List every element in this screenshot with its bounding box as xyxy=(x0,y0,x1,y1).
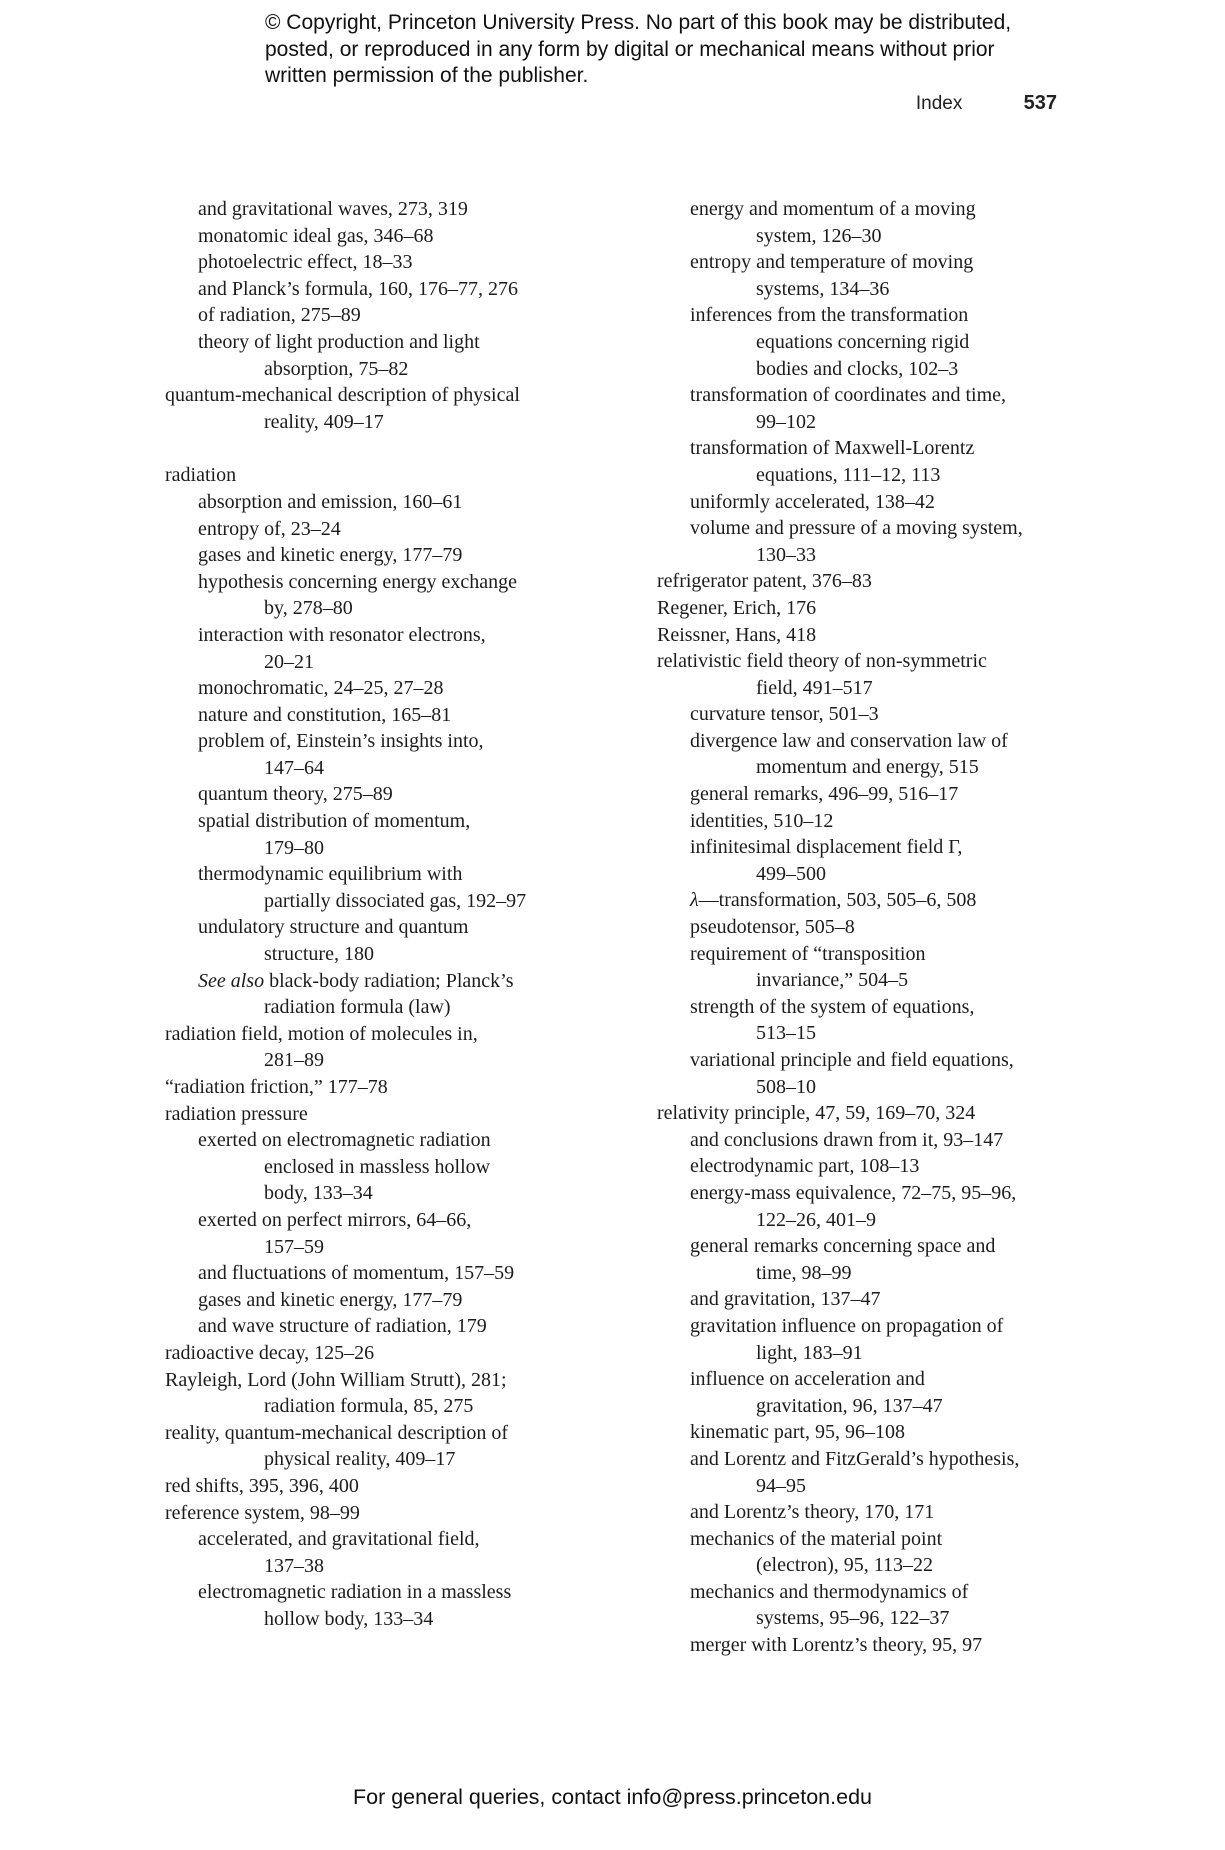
entry-line: electrodynamic part, 108–13 xyxy=(690,1155,920,1178)
entry-line: inferences from the transformation xyxy=(690,304,969,327)
entry-continuation: gravitation, 96, 137–47 xyxy=(756,1394,943,1417)
entry-continuation: radiation formula (law) xyxy=(264,996,451,1019)
index-subentry xyxy=(657,1499,1077,1526)
entry-line: transformation of Maxwell-Lorentz xyxy=(690,437,975,460)
entry-line: radiation xyxy=(165,464,237,487)
index-subentry xyxy=(657,1579,1077,1632)
index-subentry xyxy=(165,329,575,382)
index-subentry xyxy=(165,968,575,1021)
index-subentry xyxy=(165,914,575,967)
index-subentry xyxy=(165,516,575,543)
entry-continuation: invariance,” 504–5 xyxy=(756,969,909,992)
entry-line: curvature tensor, 501–3 xyxy=(690,703,879,726)
entry-line: and Lorentz and FitzGerald’s hypothesis, xyxy=(690,1447,1020,1470)
entry-line: quantum theory, 275–89 xyxy=(198,783,393,806)
entry-continuation: 281–89 xyxy=(264,1049,324,1072)
entry-line: Regener, Erich, 176 xyxy=(657,596,817,619)
index-subentry xyxy=(657,382,1077,435)
entry-line: energy and momentum of a moving xyxy=(690,198,976,220)
entry-line: radiation field, motion of molecules in, xyxy=(165,1022,478,1045)
entry-line: general remarks, 496–99, 516–17 xyxy=(690,783,959,806)
entry-italic-prefix: See also xyxy=(198,969,265,992)
index-subentry xyxy=(657,1180,1077,1233)
index-entry xyxy=(165,1473,575,1500)
entry-line: mechanics of the material point xyxy=(690,1527,943,1550)
entry-line: entropy and temperature of moving xyxy=(690,251,974,274)
entry-line: theory of light production and light xyxy=(198,330,480,353)
entry-line: radiation pressure xyxy=(165,1102,308,1125)
index-subentry xyxy=(165,276,575,303)
entry-line: variational principle and field equations, xyxy=(690,1049,1014,1071)
entry-continuation: physical reality, 409–17 xyxy=(264,1448,456,1471)
entry-line: requirement of “transposition xyxy=(690,942,926,965)
entry-line: “radiation friction,” 177–78 xyxy=(165,1076,388,1098)
index-subentry xyxy=(657,781,1077,808)
index-column-left xyxy=(165,196,575,1632)
entry-line: exerted on electromagnetic radiation xyxy=(198,1129,491,1152)
entry-continuation: systems, 134–36 xyxy=(756,277,890,300)
index-subentry xyxy=(165,302,575,329)
index-subentry xyxy=(657,701,1077,728)
entry-line: problem of, Einstein’s insights into, xyxy=(198,730,484,753)
entry-line: Rayleigh, Lord (John William Strutt), 281; xyxy=(165,1368,507,1391)
entry-continuation: bodies and clocks, 102–3 xyxy=(756,357,959,380)
entry-text: black-body radiation; Planck’s xyxy=(264,969,514,992)
entry-line: nature and constitution, 165–81 xyxy=(198,703,452,726)
index-entry xyxy=(165,1367,575,1420)
entry-gap xyxy=(165,435,575,462)
index-subentry xyxy=(165,781,575,808)
entry-continuation: 94–95 xyxy=(756,1474,806,1497)
entry-continuation: enclosed in massless hollow xyxy=(264,1155,491,1178)
index-subentry xyxy=(165,1127,575,1207)
entry-continuation: 130–33 xyxy=(756,543,816,566)
entry-line: gases and kinetic energy, 177–79 xyxy=(198,544,463,567)
entry-line: quantum-mechanical description of physical xyxy=(165,384,520,407)
entry-line: and Planck’s formula, 160, 176–77, 276 xyxy=(198,277,518,300)
entry-continuation: 122–26, 401–9 xyxy=(756,1208,876,1231)
entry-continuation: 137–38 xyxy=(264,1554,324,1577)
index-subentry xyxy=(657,1526,1077,1579)
entry-line: and Lorentz’s theory, 170, 171 xyxy=(690,1501,935,1524)
index-subentry xyxy=(657,515,1077,568)
index-subentry xyxy=(657,914,1077,941)
index-entry xyxy=(165,1021,575,1074)
entry-line: exerted on perfect mirrors, 64–66, xyxy=(198,1208,472,1231)
entry-line: identities, 510–12 xyxy=(690,809,834,832)
index-subentry xyxy=(165,1526,575,1579)
index-entry xyxy=(165,1074,575,1101)
index-subentry xyxy=(165,542,575,569)
entry-continuation: structure, 180 xyxy=(264,943,374,966)
index-subentry xyxy=(165,808,575,861)
entry-line: general remarks concerning space and xyxy=(690,1235,996,1258)
index-subentry xyxy=(165,622,575,675)
index-entry xyxy=(657,648,1077,701)
entry-line: hypothesis concerning energy exchange xyxy=(198,570,517,593)
entry-line: pseudotensor, 505–8 xyxy=(690,916,855,939)
entry-line: monatomic ideal gas, 346–68 xyxy=(198,224,434,247)
entry-line: relativistic field theory of non-symmetric xyxy=(657,650,987,673)
index-subentry xyxy=(165,1287,575,1314)
index-subentry xyxy=(657,1313,1077,1366)
entry-line: energy-mass equivalence, 72–75, 95–96, xyxy=(690,1181,1017,1204)
index-subentry xyxy=(657,728,1077,781)
index-subentry xyxy=(165,1207,575,1260)
entry-continuation: time, 98–99 xyxy=(756,1261,852,1284)
index-subentry xyxy=(165,1579,575,1632)
index-subentry xyxy=(657,808,1077,835)
entry-line: monochromatic, 24–25, 27–28 xyxy=(198,677,444,700)
entry-continuation: field, 491–517 xyxy=(756,676,873,699)
entry-line: reference system, 98–99 xyxy=(165,1501,360,1524)
index-entry xyxy=(657,622,1077,649)
entry-line: spatial distribution of momentum, xyxy=(198,810,471,833)
section-title: Index xyxy=(915,93,963,114)
entry-continuation: partially dissociated gas, 192–97 xyxy=(264,889,527,912)
entry-line: influence on acceleration and xyxy=(690,1368,925,1391)
entry-line: thermodynamic equilibrium with xyxy=(198,863,463,886)
entry-line: undulatory structure and quantum xyxy=(198,916,469,939)
entry-line: kinematic part, 95, 96–108 xyxy=(690,1421,905,1444)
entry-line: reality, quantum-mechanical description of xyxy=(165,1421,509,1444)
index-entry xyxy=(165,1101,575,1128)
index-entry xyxy=(165,1500,575,1527)
index-subentry xyxy=(657,994,1077,1047)
entry-continuation: 513–15 xyxy=(756,1022,816,1045)
index-subentry xyxy=(165,569,575,622)
entry-line: photoelectric effect, 18–33 xyxy=(198,251,413,274)
entry-line: refrigerator patent, 376–83 xyxy=(657,570,872,593)
index-subentry xyxy=(657,1286,1077,1313)
entry-continuation: body, 133–34 xyxy=(264,1182,373,1205)
index-subentry xyxy=(657,302,1077,382)
entry-continuation: 508–10 xyxy=(756,1075,816,1098)
entry-line xyxy=(657,887,1077,914)
index-entry xyxy=(657,568,1077,595)
entry-line: gravitation influence on propagation of xyxy=(690,1314,1004,1337)
entry-continuation: 499–500 xyxy=(756,862,826,885)
index-entry xyxy=(165,1340,575,1367)
entry-continuation: 20–21 xyxy=(264,650,314,673)
index-subentry xyxy=(657,435,1077,488)
entry-continuation: hollow body, 133–34 xyxy=(264,1607,434,1630)
index-subentry xyxy=(657,489,1077,516)
index-subentry xyxy=(657,1632,1077,1659)
entry-continuation: light, 183–91 xyxy=(756,1341,863,1364)
entry-continuation: 99–102 xyxy=(756,410,816,433)
index-subentry xyxy=(165,702,575,729)
entry-continuation: equations concerning rigid xyxy=(756,330,970,353)
index-subentry xyxy=(165,728,575,781)
index-entry xyxy=(165,382,575,435)
entry-line: and gravitational waves, 273, 319 xyxy=(198,198,468,220)
entry-line: volume and pressure of a moving system, xyxy=(690,517,1023,540)
entry-line: and gravitation, 137–47 xyxy=(690,1288,881,1311)
entry-line: infinitesimal displacement field Γ, xyxy=(690,836,963,859)
entry-line: red shifts, 395, 396, 400 xyxy=(165,1474,359,1497)
entry-line: gases and kinetic energy, 177–79 xyxy=(198,1288,463,1311)
entry-italic-prefix: λ xyxy=(690,889,699,912)
index-subentry xyxy=(165,249,575,276)
index-subentry xyxy=(657,1446,1077,1499)
index-subentry xyxy=(657,196,1077,249)
index-subentry xyxy=(657,1047,1077,1100)
index-subentry xyxy=(657,834,1077,887)
index-subentry xyxy=(165,1260,575,1287)
entry-continuation: absorption, 75–82 xyxy=(264,357,409,380)
entry-text: —transformation, 503, 505–6, 508 xyxy=(698,889,977,912)
entry-line: accelerated, and gravitational field, xyxy=(198,1528,480,1551)
index-subentry xyxy=(165,675,575,702)
copyright-notice: © Copyright, Princeton University Press. No part of this book may be distributed, posted, or reproduced in any form by digital or mechanical means without prior written permission of the publisher. xyxy=(265,11,1012,87)
index-subentry xyxy=(657,1127,1077,1154)
entry-line: absorption and emission, 160–61 xyxy=(198,490,463,513)
running-head xyxy=(0,92,1057,115)
entry-line xyxy=(165,968,575,995)
index-subentry xyxy=(165,223,575,250)
entry-continuation: system, 126–30 xyxy=(756,224,882,247)
entry-line: uniformly accelerated, 138–42 xyxy=(690,490,935,513)
entry-line: radioactive decay, 125–26 xyxy=(165,1341,375,1364)
entry-continuation: 157–59 xyxy=(264,1235,324,1258)
entry-line: and conclusions drawn from it, 93–147 xyxy=(690,1128,1004,1151)
index-subentry xyxy=(657,1233,1077,1286)
entry-line: entropy of, 23–24 xyxy=(198,517,341,540)
entry-line: Reissner, Hans, 418 xyxy=(657,623,817,646)
entry-line: transformation of coordinates and time, xyxy=(690,384,1007,407)
entry-continuation: 179–80 xyxy=(264,836,324,859)
entry-continuation: radiation formula, 85, 275 xyxy=(264,1395,474,1418)
index-subentry xyxy=(657,1419,1077,1446)
entry-continuation: systems, 95–96, 122–37 xyxy=(756,1607,950,1630)
entry-line: interaction with resonator electrons, xyxy=(198,623,486,646)
entry-continuation: reality, 409–17 xyxy=(264,410,384,433)
index-subentry xyxy=(657,1366,1077,1419)
entry-line: of radiation, 275–89 xyxy=(198,304,361,327)
entry-continuation: 147–64 xyxy=(264,756,324,779)
entry-line: divergence law and conservation law of xyxy=(690,729,1008,752)
entry-line: and fluctuations of momentum, 157–59 xyxy=(198,1262,515,1285)
entry-continuation: (electron), 95, 113–22 xyxy=(756,1554,933,1577)
index-subentry xyxy=(165,196,575,223)
index-subentry xyxy=(657,249,1077,302)
entry-line: and wave structure of radiation, 179 xyxy=(198,1315,487,1338)
index-entry xyxy=(657,1100,1077,1127)
index-entry xyxy=(165,1420,575,1473)
entry-continuation: equations, 111–12, 113 xyxy=(756,463,941,486)
index-subentry xyxy=(657,887,1077,914)
entry-line: relativity principle, 47, 59, 169–70, 324 xyxy=(657,1102,976,1125)
entry-line: merger with Lorentz’s theory, 95, 97 xyxy=(690,1634,983,1657)
index-column-right xyxy=(657,196,1077,1659)
entry-line: mechanics and thermodynamics of xyxy=(690,1580,969,1603)
index-subentry xyxy=(657,1153,1077,1180)
entry-line: strength of the system of equations, xyxy=(690,995,975,1018)
index-subentry xyxy=(657,941,1077,994)
footer-contact: For general queries, contact info@press.princeton.edu xyxy=(352,1785,872,1809)
index-subentry xyxy=(165,1313,575,1340)
page-number: 537 xyxy=(1023,92,1057,114)
entry-line: electromagnetic radiation in a massless xyxy=(198,1581,512,1604)
entry-continuation: by, 278–80 xyxy=(264,597,353,620)
index-subentry xyxy=(165,861,575,914)
index-subentry xyxy=(165,489,575,516)
entry-continuation: momentum and energy, 515 xyxy=(756,756,979,779)
index-entry xyxy=(657,595,1077,622)
index-entry xyxy=(165,462,575,489)
